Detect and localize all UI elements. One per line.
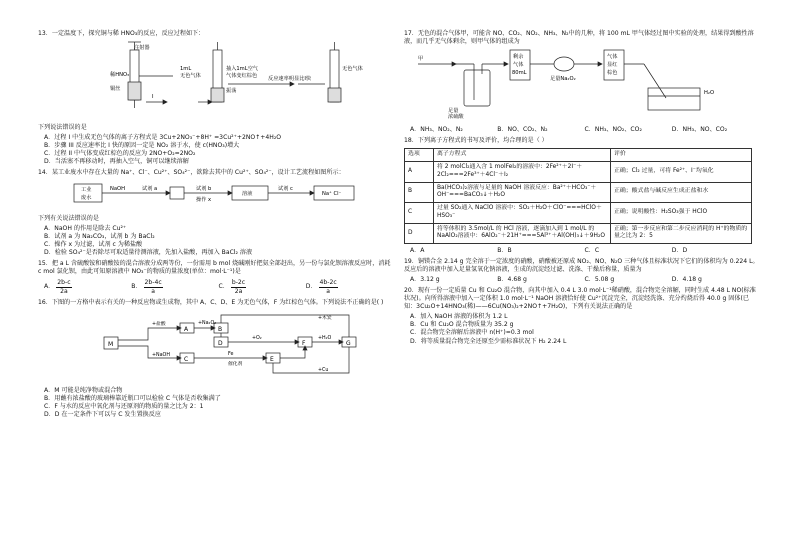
q16-option-b: B．用蘸有浓盐酸的玻璃棒靠近瓶口可以检验 C 气体是否收集满了 [44,394,221,402]
q17-option-d: D．NH₃、NO、CO₂ [671,126,728,134]
fig17-gas3: 棕色 [607,70,618,77]
fig13-air2: 气体变红棕色 [226,73,258,80]
question-20 [404,287,759,345]
q19-option-d: D．4.18 g [671,276,702,284]
q17-option-b: B．NO、CO₂、N₂ [497,126,548,134]
q15-stem: 15．把 a L 含硫酸铵和硝酸铵的混合溶液分成两等份，一份需用 b mol 烧碱刚好把氨全部赶出，另一份与氯化钡溶液反应时，消耗 c mol 氯化钡，由此可知原溶液中 NO₃⁻的物质的量浓度(单位：mol·L⁻¹)是 [38,260,391,276]
fig14-r1: NaOH [110,186,126,193]
q17-option-c: C．NH₃、NO₂、CO₂ [584,126,642,134]
table-cell: 将等体积的 3.5mol/L 的 HCl 溶液，逐滴加入到 1 mol/L 的 NaAlO₂溶液中：6AlO₂⁻＋21H⁺===5Al³⁺＋Al(OH)₃↓＋9H₂O [434,223,611,244]
q19-stem: 19．铜镁合金 2.14 g 完全溶于一定浓度的硝酸，硝酸被还原成 NO₂、NO、N₂O 三种气体且标准状况下它们的体积均为 0.224 L。反应后的溶液中加入足量氢氧化钠溶液，生成的沉淀经过滤、洗涤、干燥后称量，质量为 [404,258,759,274]
q18-option-d: D．D [671,247,688,255]
table-cell: D [405,223,434,244]
question-16 [38,299,393,419]
q18-stem: 18．下列离子方程式的书写及评价，均合理的是（ ） [404,137,548,145]
q20-stem: 20．现有一份一定质量 Cu 和 Cu₂O 混合物，向其中加入 0.4 L 3.0 mol·L⁻¹稀硝酸，混合物完全溶解，同时生成 4.48 L NO(标准状况)。向所得溶液中加入一定体积 1.0 mol·L⁻¹ NaOH 溶液恰好使 Cu²⁺沉淀完全，沉淀经洗涤、充分灼烧后得 40.0 g 固体(已知：3Cu₂O+14HNO₃(稀)——6Cu(NO₃)₂+2NO↑+7H₂O)，下列有关说法正确的是 [404,287,756,311]
fig13-label-hno3: 稀HNO₃ [110,72,130,79]
q16-stem: 16．下图的一方格中表示有关的一种反应物或生成物，其中 A、C、D、E 为无色气体，F 为红棕色气体。下列说法不正确的是( ) [38,298,384,306]
node-M: M [108,340,114,348]
fig16-hcl: +盐酸 [152,321,166,327]
q15-option-b: B． $\frac{2b-4c}{a}$ [131,278,162,295]
question-14 [38,169,393,257]
fig17-remain3: 80mL [512,70,527,77]
q13-stem: 13．一定温度下，探究铜与稀 HNO₃的反应，反应过程如下： [38,30,205,37]
q16-option-a: A．M 可能是纯净物或混合物 [44,386,123,394]
q13-option-d: D．当活塞不再移动时，再抽入空气，铜可以继续溶解 [44,158,189,166]
fig14-r2: 试剂 a [142,186,158,193]
fig13-shake: 振荡 [226,88,237,95]
q13-option-a: A．过程 I 中生成无色气体的离子方程式是 3Cu+2NO₃⁻+8H⁺ =3Cu²⁺+2NO↑+4H₂O [44,134,282,142]
fig17-remain: 剩余 [513,54,524,61]
q16-diagram [38,309,393,384]
q19-option-c: C．5.08 g [584,276,615,284]
q17-option-a: A．NH₃、NO₂、N₂ [410,126,463,134]
fig14-box3: Na⁺ Cl⁻ [322,191,342,198]
q14-stem: 14．某工业废水中存在大量的 Na⁺、Cl⁻、Cu²⁺、SO₄²⁻，欲除去其中的 Cu²⁺、SO₄²⁻，设计工艺流程如图所示： [38,169,345,177]
fig13-label-ni: 注射器 [134,45,150,52]
q18-table [404,148,752,244]
table-header-row [405,149,752,162]
fig16-o2: +O₂ [252,335,262,341]
q18-option-b: B．B [497,247,512,255]
table-cell: Ba(HCO₃)₂溶液与足量的 NaOH 溶液反应：Ba²⁺＋HCO₃⁻＋OH⁻===BaCO₃↓＋H₂O [434,182,611,203]
fig16-char: +木炭 [318,315,332,321]
table-cell: 正确；说明酸性：H₂SO₃强于 HClO [611,203,752,224]
question-17 [404,30,759,134]
fig13-gas1b: 无色气体 [180,73,201,80]
fig14-box1b: 废水 [81,195,92,202]
fig17-jia: 甲 [418,56,424,63]
q19-option-a: A．3.12 g [410,276,440,284]
q14-flowchart [38,179,393,212]
q17-stem: 17．无色的混合气体甲，可能含 NO、CO₂、NO₂、NH₃、N₂中的几种，将 100 mL 甲气体经过图中实验的处理，结果得到酸性溶液，而几乎无气体剩余，则甲气体的组成为 [404,30,754,46]
q13-option-b: B．步骤 III 反应速率比 I 快的原因一定是 NO₂ 溶于水，使 c(HNO₃)增大 [44,142,240,150]
q15-option-c: C． $\frac{b-2c}{2a}$ [218,278,246,295]
fig14-r4: 试剂 c [278,186,293,193]
fig13-gas1: 1mL [180,66,192,73]
fig17-na2o2: 足量Na₂O₂ [550,76,576,83]
q19-options [410,276,759,284]
q20-option-c: C．混合物完全溶解后溶液中 n(H⁺)=0.3 mol [410,329,534,337]
q15-options [44,279,393,296]
q17-figure [404,48,759,123]
q15-option-a: A． $\frac{2b-c}{2a}$ [44,278,71,295]
fig16-h2o: +H₂O [318,335,332,341]
fig13-colorless: 无色气体 [342,66,363,73]
table-row [405,223,752,244]
question-19 [404,258,759,284]
q20-option-a: A．加入 NaOH 溶液的体积为 1.2 L [410,313,508,321]
node-G: G [346,339,351,347]
fig13-label-cu: 铜丝 [110,86,121,93]
fig17-acid: 足量 [448,108,459,115]
fig17-gas: 气体 [607,54,618,61]
table-row [405,161,752,182]
fig14-r3: 试剂 b [196,186,212,193]
q18-option-c: C．C [584,247,600,255]
fig17-gas2: 显红 [607,62,618,69]
q15-option-d: D． $\frac{4b-2c}{a}$ [305,278,337,295]
node-B: B [218,325,223,333]
q16-option-c: C．F 与水的反应中氧化剂与还原剂的物质的量之比为 2：1 [44,402,204,410]
question-13 [38,30,393,166]
fig17-acid2: 浓硫酸 [448,114,464,121]
q14-option-a: A．NaOH 的作用是除去 Cu²⁺ [44,225,127,233]
fig14-opx: 操作 x [196,197,212,204]
table-cell: 正确；Cl₂ 过量，可将 Fe²⁺、I⁻均氧化 [611,161,752,182]
q18-option-a: A．A [410,247,425,255]
fig13-fast: 反应速率明显比I快 [268,76,312,83]
table-cell: C [405,203,434,224]
fig14-box2: 溶液 [242,191,253,198]
table-row [405,182,752,203]
na2o2-tube [554,57,574,71]
q17-options [410,126,759,134]
q14-prompt: 下列有关说法错误的是 [38,215,99,223]
table-header: 选项 [405,149,434,162]
q18-options [410,247,759,255]
left-column [38,30,393,422]
table-cell: 将 2 molCl₂通入含 1 molFeI₂的溶液中：2Fe²⁺＋2I⁻＋2Cl₂===2Fe³⁺＋4Cl⁻＋I₂ [434,161,611,182]
q19-option-b: B．4.68 g [497,276,527,284]
table-cell: 过量 SO₂通入 NaClO 溶液中：SO₂＋H₂O＋ClO⁻===HClO＋HSO₃⁻ [434,203,611,224]
question-18 [404,137,759,255]
node-D: D [218,339,223,347]
q13-option-c: C．过程 II 中气体变成红棕色的反应为 2NO+O₂=2NO₂ [44,150,196,158]
table-cell: A [405,161,434,182]
fig16-naoh: +NaOH [152,352,170,358]
fig16-fe: Fe [228,351,234,357]
wash-bottle [464,70,490,106]
node-C: C [184,355,189,363]
q20-option-d: D．将等质量混合物完全还原至少需标准状况下 H₂ 2.24 L [410,337,567,345]
fig16-cu: +Cu [318,367,329,373]
water-trough [648,88,700,110]
q16-option-d: D．D 在一定条件下可以与 C 发生置换反应 [44,410,161,418]
table-cell: 正确；酸式盐与碱反应生成正盐和水 [611,182,752,203]
fig14-box1a: 工业 [81,187,92,194]
table-row [405,203,752,224]
q14-option-d: D．检验 SO₄²⁻是否除尽可取适量待测溶液，先加入盐酸，再加入 BaCl₂ 溶液 [44,249,253,257]
node-F: F [302,339,306,347]
node-E: E [270,355,274,363]
table-header: 离子方程式 [434,149,611,162]
table-header: 评价 [611,149,752,162]
q14-option-b: B．试剂 a 为 Na₂CO₃，试剂 b 为 BaCl₂ [44,233,155,241]
right-column [404,30,759,349]
node-A: A [184,325,189,333]
q14-option-c: C．操作 x 为过滤，试剂 c 为稀盐酸 [44,241,143,249]
q13-figure [38,40,393,121]
table-cell: 正确；第一步反应和第二步反应消耗的 H⁺的物质的量之比为 2：5 [611,223,752,244]
question-15 [38,260,393,295]
fig13-air: 抽入1mL空气 [226,66,258,73]
fig16-cat: 催化剂 [228,361,243,367]
fig17-remain2: 气体 [513,62,524,69]
table-cell: B [405,182,434,203]
q20-option-b: B．Cu 和 Cu₂O 混合物质量为 35.2 g [410,321,514,329]
fig16-na2o2: +Na₂O₂ [198,320,217,326]
fig13-step1: I [152,94,154,101]
box-mid [170,187,184,199]
q13-prompt: 下列说法错误的是 [38,124,87,132]
fig17-water: H₂O [704,90,715,97]
